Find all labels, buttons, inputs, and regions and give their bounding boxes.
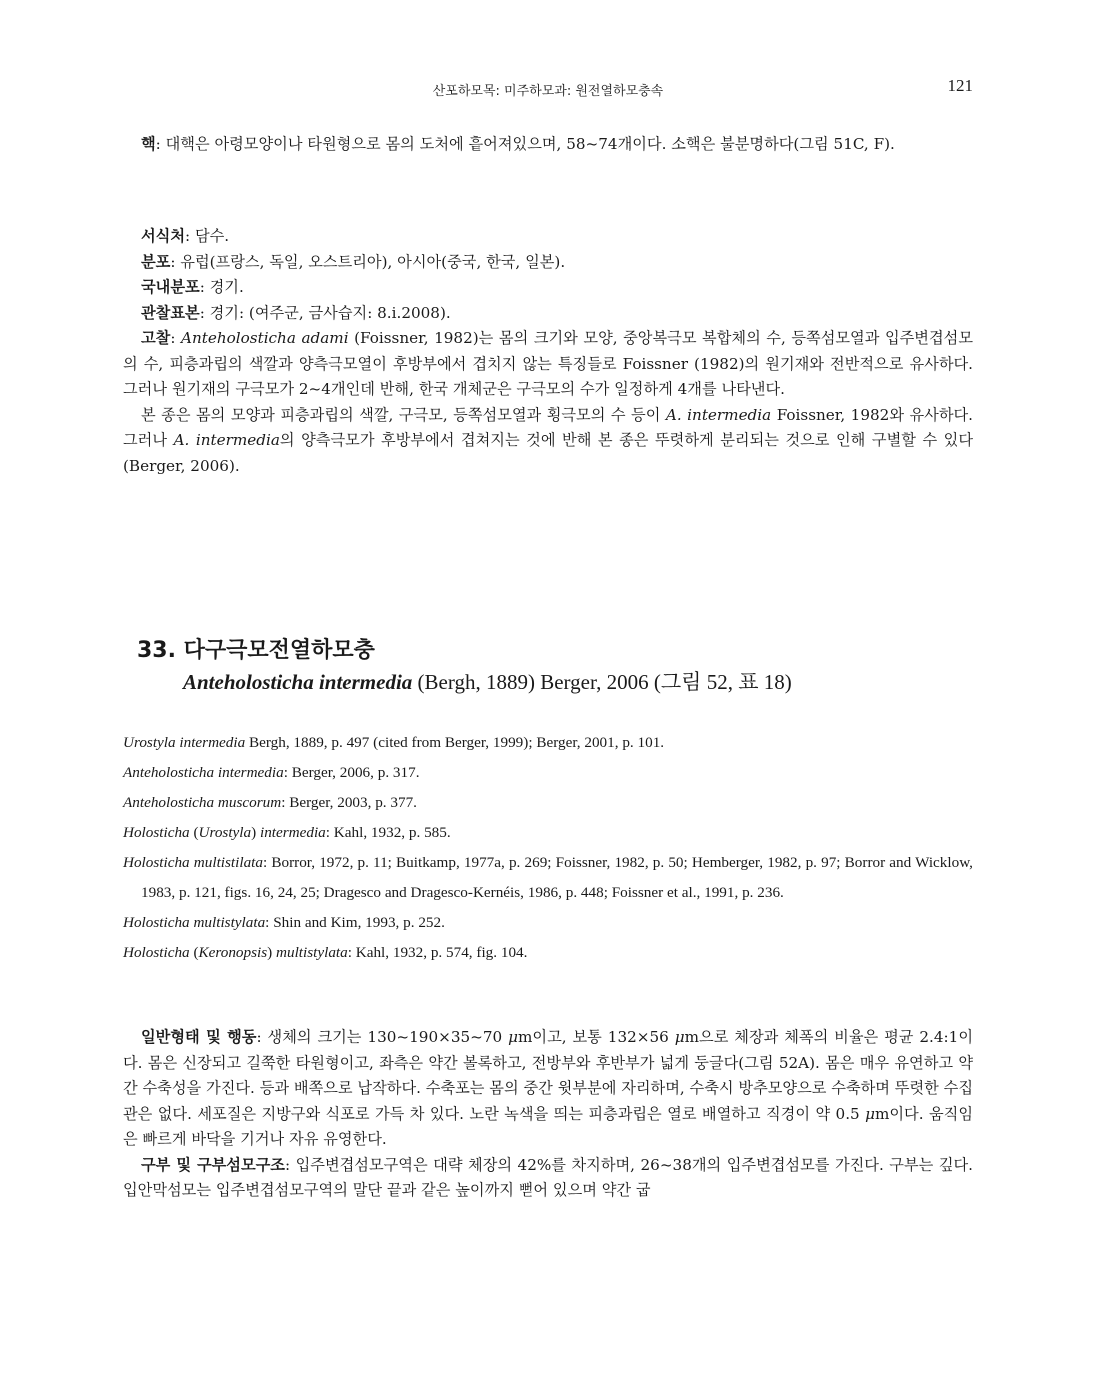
synonym-entry: Holosticha multistylata: Shin and Kim, 1993, p. 252. — [123, 914, 445, 931]
distribution-text: : 유럽(프랑스, 독일, 오스트리아), 아시아(중국, 한국, 일본). — [170, 252, 566, 271]
nucleus-text: : 대핵은 아령모양이나 타원형으로 몸의 도처에 흩어져있으며, 58~74개이다. 소핵은 불분명하다(그림 51C, F). — [155, 135, 895, 153]
remarks-label: 고찰 — [141, 329, 171, 347]
synonym-list — [123, 728, 973, 968]
species-name-italic: A. intermedia — [173, 431, 280, 449]
remarks-paragraph: 고찰: Anteholosticha adami (Foissner, 1982)는 몸의 크기와 모양, 중앙복극모 복합체의 수, 등쪽섬모열과 입주변겹섬모의 수, 피층과립의 색깔과 양측극모열이 후방부에서 겹치지 않는 특징들로 Foissner (1982)의 원기재와 전반적으로 유사하다. 그러나 원기재의 구극모가 2~4개인데 반해, 한국 개체군은 구극모의 수가 일정하게 4개를 나타낸다. — [123, 329, 973, 398]
synonym-entry: Anteholosticha intermedia: Berger, 2006, p. 317. — [123, 764, 420, 781]
habitat-label: 서식처 — [141, 227, 186, 245]
domestic-text: : 경기. — [199, 278, 244, 296]
distribution-label: 분포 — [141, 252, 171, 271]
habitat-paragraph — [123, 224, 973, 250]
page-number: 121 — [947, 76, 973, 95]
nucleus-section — [123, 132, 973, 158]
domestic-paragraph — [123, 275, 973, 301]
distribution-paragraph — [123, 250, 973, 276]
synonym-entry: Anteholosticha muscorum: Berger, 2003, p. 377. — [123, 794, 417, 811]
synonym-entry: Holosticha (Keronopsis) multistylata: Kahl, 1932, p. 574, fig. 104. — [123, 944, 528, 961]
morphology-label: 일반형태 및 행동 — [141, 1028, 257, 1046]
running-header — [123, 76, 973, 98]
species-heading — [137, 636, 973, 698]
domestic-label: 국내분포 — [141, 278, 200, 296]
running-title: 산포하모목: 미주하모과: 원전열하모충속 — [432, 84, 664, 99]
species-scientific-title: Anteholosticha intermedia (Bergh, 1889) Berger, 2006 (그림 52, 표 18) — [183, 670, 792, 694]
species-info-section — [123, 224, 973, 479]
synonym-entry: Urostyla intermedia Bergh, 1889, p. 497 (cited from Berger, 1999); Berger, 2001, p. 101. — [123, 734, 665, 751]
nucleus-label: 핵 — [141, 135, 156, 153]
nucleus-paragraph — [123, 132, 973, 158]
specimen-label: 관찰표본 — [141, 303, 200, 322]
synonym-entry: Holosticha (Urostyla) intermedia: Kahl, 1932, p. 585. — [123, 824, 451, 841]
description-section — [123, 1025, 973, 1204]
specimen-paragraph — [123, 301, 973, 327]
species-name-italic: Anteholosticha adami — [181, 329, 349, 347]
specimen-text: : 경기: (여주군, 금사습지: 8.i.2008). — [199, 303, 451, 322]
remarks-paragraph-2: 본 종은 몸의 모양과 피층과립의 색깔, 구극모, 등쪽섬모열과 횡극모의 수 등이 A. intermedia Foissner, 1982와 유사하다. 그러나 A. intermedia의 양측극모가 후방부에서 겹쳐지는 것에 반해 본 종은 뚜렷하게 분리되는 것으로 인해 구별할 수 있다(Berger, 2006). — [123, 405, 974, 475]
synonym-entry: Holosticha multistilata: Borror, 1972, p. 11; Buitkamp, 1977a, p. 269; Foissner, 1982, p. 50; Hemberger, 1982, p. 97; Borror and Wicklow, 1983, p. 121, figs. 16, 24, 25; Dragesco and Dragesco-Kernéis, 1986, p. 448; Foissner et al., 1991, p. 236. — [123, 854, 973, 901]
oral-text: : 입주변겹섬모구역은 대략 체장의 42%를 차지하며, 26~38개의 입주변겹섬모를 가진다. 구부는 깊다. 입안막섬모는 입주변겹섬모구역의 말단 끝과 같은 높이까지 뻗어 있으며 약간 굽 — [123, 1155, 973, 1199]
morphology-paragraph: 일반형태 및 행동: 생체의 크기는 130~190×35~70 μm이고, 보통 132×56 μm으로 체장과 체폭의 비율은 평균 2.4:1이다. 몸은 신장되고 길쭉한 타원형이고, 좌측은 약간 볼록하고, 전방부와 후반부가 넓게 둥글다(그림 52A). 몸은 매우 유연하고 약간 수축성을 가진다. 등과 배쪽으로 납작하다. 수축포는 몸의 중간 윗부분에 자리하며, 수축시 방추모양으로 수축하며 뚜렷한 수집관은 없다. 세포질은 지방구와 식포로 가득 차 있다. 노란 녹색을 띄는 피층과립은 열로 배열하고 직경이 약 0.5 μm이다. 움직임은 빠르게 바닥을 기거나 자유 유영한다. — [123, 1028, 973, 1148]
species-name-italic: A. intermedia — [665, 405, 772, 424]
oral-label: 구부 및 구부섬모구조 — [141, 1155, 285, 1174]
document-page — [123, 0, 973, 1400]
oral-paragraph — [123, 1153, 973, 1204]
species-korean-title: 33. 다구극모전열하모충 — [137, 638, 375, 663]
habitat-text: : 담수. — [185, 227, 230, 245]
